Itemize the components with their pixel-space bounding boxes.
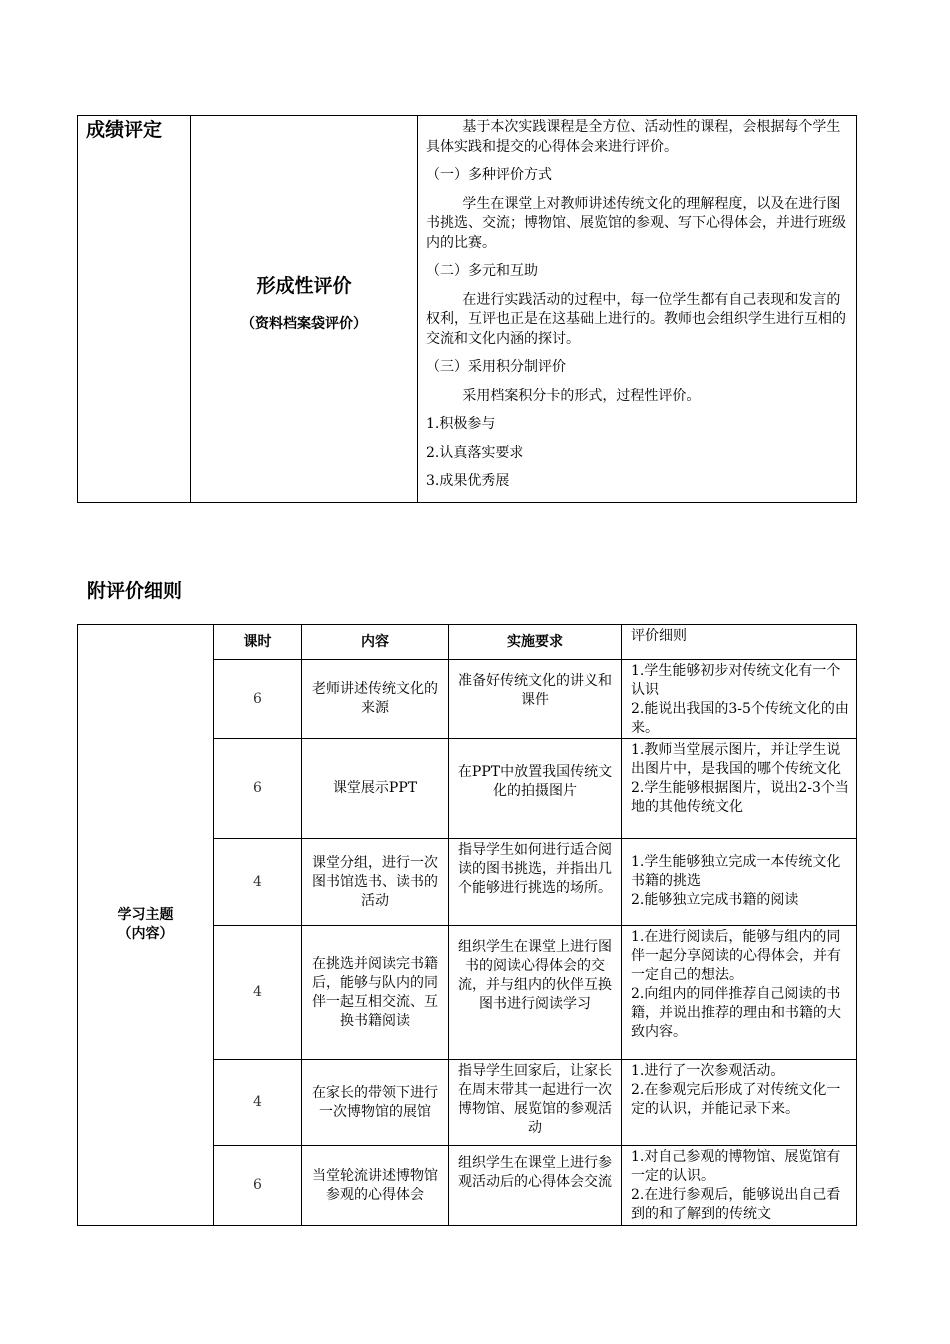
requirement-cell: 在PPT中放置我国传统文化的拍摄图片 — [449, 739, 622, 839]
requirement-cell: 组织学生在课堂上进行图书的阅读心得体会的交流，并与组内的伙伴互换图书进行阅读学习 — [449, 926, 622, 1060]
criteria-item: 1.教师当堂展示图片，并让学生说出图片中，是我国的哪个传统文化 — [631, 742, 841, 777]
grading-heading-1: （一）多种评价方式 — [426, 167, 552, 183]
hours-cell: 4 — [214, 1060, 302, 1146]
criteria-cell — [622, 839, 857, 926]
content-cell: 在家长的带领下进行一次博物馆的展馆 — [302, 1060, 449, 1146]
content-cell: 老师讲述传统文化的来源 — [302, 660, 449, 739]
criteria-cell — [622, 926, 857, 1060]
criteria-cell — [622, 660, 857, 739]
content-cell: 课堂分组，进行一次图书馆选书、读书的活动 — [302, 839, 449, 926]
grading-description — [418, 116, 857, 503]
grading-list-item: 3.成果优秀展 — [426, 473, 510, 489]
grading-intro: 基于本次实践课程是全方位、活动性的课程，会根据每个学生具体实践和提交的心得体会来进行评价。 — [426, 119, 841, 155]
grading-list-item: 2.认真落实要求 — [426, 444, 524, 461]
requirement-cell: 准备好传统文化的讲义和课件 — [449, 660, 622, 739]
grading-label: 成绩评定 — [78, 116, 191, 503]
hours-cell: 4 — [214, 926, 302, 1060]
criteria-item: 2.在参观完后形成了对传统文化一定的认识，并能记录下来。 — [631, 1082, 841, 1117]
grading-paragraph-1: 学生在课堂上对教师讲述传统文化的理解程度，以及在进行图书挑选、交流；博物馆、展览馆的参观、写下心得体会，并进行班级内的比赛。 — [426, 195, 846, 251]
grading-table — [77, 115, 857, 503]
content-cell: 当堂轮流讲述博物馆参观的心得体会 — [302, 1146, 449, 1226]
criteria-item: 2.能够独立完成书籍的阅读 — [631, 892, 799, 908]
grading-paragraph-3: 采用档案积分卡的形式，过程性评价。 — [462, 387, 701, 404]
content-cell: 在挑选并阅读完书籍后，能够与队内的同伴一起互相交流、互换书籍阅读 — [302, 926, 449, 1060]
criteria-cell — [622, 1060, 857, 1146]
criteria-item: 1.对自己参观的博物馆、展览馆有一定的认识。 — [631, 1149, 841, 1184]
header-content: 内容 — [302, 625, 449, 660]
formative-evaluation-subtitle: （资料档案袋评价） — [241, 316, 367, 332]
appendix-title: 附评价细则 — [87, 580, 183, 602]
hours-cell: 6 — [214, 739, 302, 839]
hours-cell: 6 — [214, 660, 302, 739]
criteria-item: 2.向组内的同伴推荐自己阅读的书籍，并说出推荐的理由和书籍的大致内容。 — [631, 986, 841, 1040]
grading-paragraph-2: 在进行实践活动的过程中，每一位学生都有自己表现和发言的权利，互评也正是在这基础上进行的。教师也会组织学生进行互相的交流和文化内涵的探讨。 — [426, 291, 846, 347]
requirement-cell: 指导学生回家后，让家长在周末带其一起进行一次博物馆、展览馆的参观活动 — [449, 1060, 622, 1146]
learning-topic-cell — [78, 625, 214, 1226]
criteria-cell — [622, 1146, 857, 1226]
header-criteria: 评价细则 — [622, 625, 857, 660]
grading-list-item: 1.积极参与 — [426, 416, 496, 432]
requirement-cell: 指导学生如何进行适合阅读的图书挑选，并指出几个能够进行挑选的场所。 — [449, 839, 622, 926]
formative-evaluation-cell — [191, 116, 418, 503]
criteria-list — [631, 1148, 850, 1224]
criteria-item: 1.学生能够初步对传统文化有一个认识 — [631, 663, 841, 698]
criteria-cell — [622, 739, 857, 839]
criteria-item: 1.进行了一次参观活动。 — [631, 1063, 785, 1079]
formative-evaluation-title: 形成性评价 — [256, 275, 352, 297]
header-requirement: 实施要求 — [449, 625, 622, 660]
criteria-item: 2.能说出我国的3-5个传统文化的由来。 — [631, 701, 849, 736]
header-hours: 课时 — [214, 625, 302, 660]
requirement-cell: 组织学生在课堂上进行参观活动后的心得体会交流 — [449, 1146, 622, 1226]
grading-heading-2: （二）多元和互助 — [426, 263, 538, 279]
hours-cell: 4 — [214, 839, 302, 926]
learning-topic-label: 学习主题 — [117, 907, 174, 923]
content-cell: 课堂展示PPT — [302, 739, 449, 839]
criteria-item: 1.在进行阅读后，能够与组内的同伴一起分享阅读的心得体会，并有一定自己的想法。 — [631, 929, 841, 983]
grading-heading-3: （三）采用积分制评价 — [426, 359, 566, 375]
learning-topic-sublabel: （内容） — [117, 926, 174, 942]
rubric-table — [77, 624, 857, 1226]
criteria-item: 2.学生能够根据图片，说出2-3个当地的其他传统文化 — [631, 780, 849, 815]
criteria-item: 1.学生能够独立完成一本传统文化书籍的挑选 — [631, 854, 841, 889]
criteria-item: 2.在进行参观后，能够说出自己看到的和了解到的传统文 — [631, 1187, 841, 1222]
hours-cell: 6 — [214, 1146, 302, 1226]
